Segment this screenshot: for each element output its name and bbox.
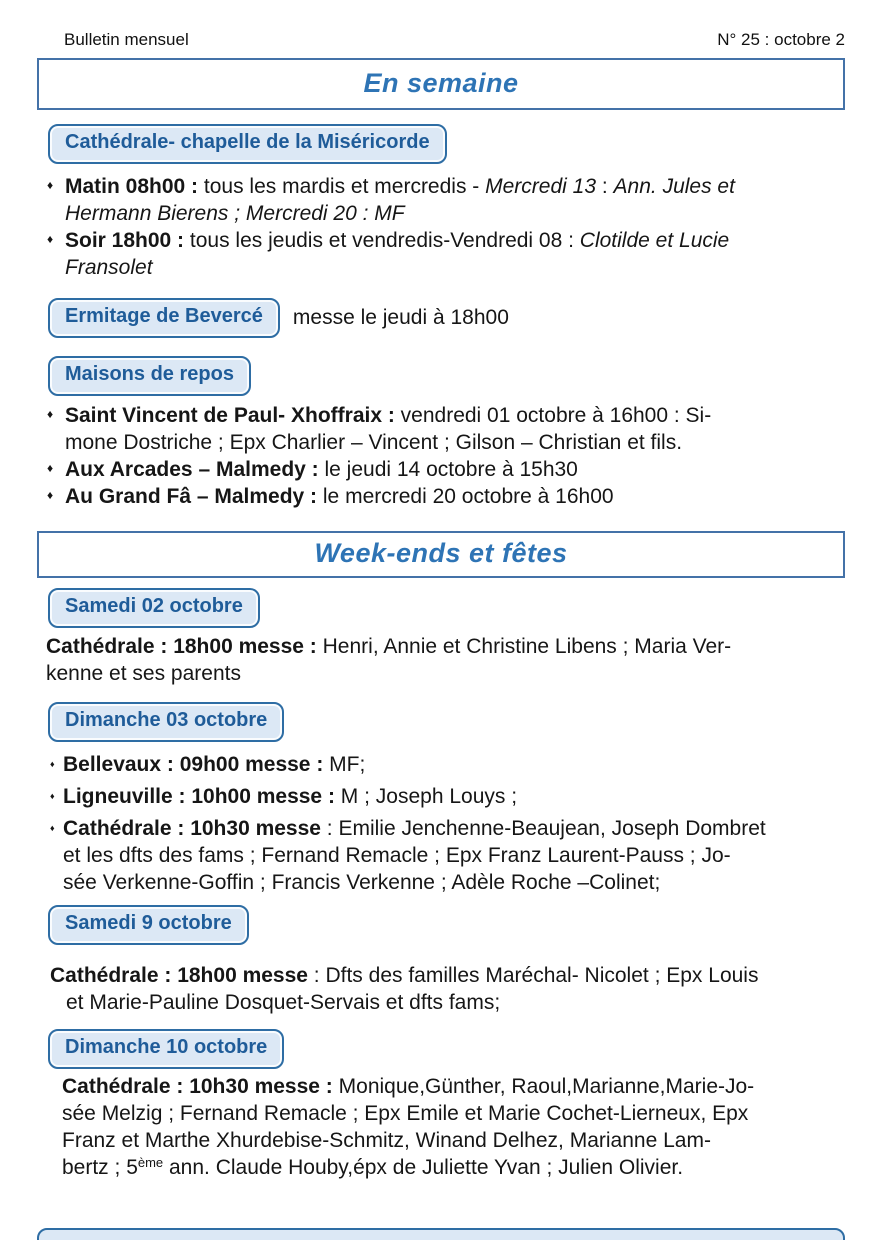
text-segment: ème bbox=[137, 1155, 164, 1170]
bullet-list bbox=[45, 402, 847, 510]
header-right-issue: N° 25 : octobre 2 bbox=[717, 30, 845, 49]
text-segment: Ann. Jules et bbox=[613, 175, 735, 198]
text-segment: le mercredi 20 octobre à 16h00 bbox=[322, 485, 614, 508]
paragraph bbox=[46, 633, 847, 687]
tag-samedi02: Samedi 02 octobre bbox=[48, 588, 260, 628]
text-segment: Cathédrale : 18h00 messe bbox=[50, 964, 308, 987]
tag-samedi9: Samedi 9 octobre bbox=[48, 905, 249, 945]
text-segment: sée Verkenne-Goffin ; Francis Verkenne ; Adèle Roche –Colinet; bbox=[63, 871, 661, 894]
text-line bbox=[46, 633, 847, 660]
bullet-diamond-icon: ♦ bbox=[50, 791, 55, 801]
bullet-item bbox=[45, 227, 847, 281]
text-segment: sée Melzig ; Fernand Remacle ; Epx Emile et Marie Cochet-Lierneux, Epx bbox=[62, 1102, 749, 1125]
page-header bbox=[64, 0, 845, 50]
banner-title: En semaine bbox=[363, 68, 519, 98]
banner-en-semaine bbox=[37, 58, 845, 110]
text-segment: Mercredi 13 bbox=[485, 175, 597, 198]
bullet-diamond-icon: ♦ bbox=[47, 178, 54, 192]
text-segment: tous les jeudis et vendredis-Vendredi 08 : bbox=[189, 229, 580, 252]
text-segment: Ligneuville : 10h00 messe : bbox=[63, 785, 341, 808]
cutoff-section-box bbox=[37, 1228, 845, 1240]
row-dim03 bbox=[48, 702, 845, 742]
tag-ermitage: Ermitage de Bevercé bbox=[48, 298, 280, 338]
text-segment: Cathédrale : 18h00 messe : bbox=[46, 635, 323, 658]
bullet-item bbox=[45, 173, 847, 227]
bullet-list bbox=[50, 751, 847, 896]
text-line bbox=[65, 227, 847, 254]
bullet-diamond-icon: ♦ bbox=[47, 488, 54, 502]
text-line bbox=[65, 429, 847, 456]
text-line bbox=[63, 869, 847, 896]
text-segment: bertz ; 5 bbox=[62, 1156, 138, 1179]
page-body bbox=[0, 58, 877, 1183]
text-segment: Cathédrale : 10h30 messe : bbox=[62, 1075, 339, 1098]
tag-maisons-repos: Maisons de repos bbox=[48, 356, 251, 396]
row-maisons-repos bbox=[48, 356, 845, 396]
text-segment: ann. Claude Houby,épx de Juliette Yvan ; Julien Olivier. bbox=[163, 1156, 684, 1179]
text-segment: vendredi 01 octobre à 16h00 : Si- bbox=[400, 404, 712, 427]
text-segment: M ; Joseph Louys ; bbox=[340, 785, 518, 808]
text-segment: Franz et Marthe Xhurdebise-Schmitz, Winand Delhez, Marianne Lam- bbox=[62, 1129, 711, 1152]
paragraph bbox=[62, 1073, 847, 1183]
text-line bbox=[65, 483, 847, 510]
tag-dim10: Dimanche 10 octobre bbox=[48, 1029, 284, 1069]
paragraph bbox=[50, 962, 847, 1016]
text-line bbox=[65, 456, 847, 483]
bullet-diamond-icon: ♦ bbox=[47, 407, 54, 421]
text-segment: : Emilie Jenchenne-Beaujean, Joseph Dombret bbox=[320, 817, 766, 840]
text-line bbox=[63, 842, 847, 869]
bullet-item bbox=[45, 483, 847, 510]
text-segment: mone Dostriche ; Epx Charlier – Vincent ; Gilson – Christian et fils. bbox=[65, 431, 683, 454]
header-left-title: Bulletin mensuel bbox=[64, 30, 189, 49]
text-line bbox=[63, 815, 847, 842]
text-segment: et les dfts des fams ; Fernand Remacle ; Epx Franz Laurent-Pauss ; Jo- bbox=[63, 844, 731, 867]
row-cathedrale-chapelle bbox=[48, 124, 845, 164]
text-line bbox=[62, 1154, 847, 1183]
bullet-diamond-icon: ♦ bbox=[50, 823, 55, 833]
text-segment: Clotilde et Lucie bbox=[579, 229, 730, 252]
banner-weekends bbox=[37, 531, 845, 578]
text-line bbox=[46, 660, 847, 687]
text-line bbox=[66, 989, 847, 1016]
text-line bbox=[63, 751, 847, 778]
text-segment: : bbox=[596, 175, 614, 198]
bullet-list bbox=[45, 173, 847, 281]
bullet-item bbox=[50, 751, 847, 778]
tag-cathedrale-chapelle: Cathédrale- chapelle de la Miséricorde bbox=[48, 124, 447, 164]
text-segment: : Dfts des familles Maréchal- Nicolet ; Epx Louis bbox=[307, 964, 759, 987]
text-segment: Cathédrale : 10h30 messe bbox=[63, 817, 321, 840]
text-segment: tous les mardis et mercredis - bbox=[203, 175, 486, 198]
text-segment: Bellevaux : 09h00 messe : bbox=[63, 753, 330, 776]
bullet-item bbox=[50, 783, 847, 810]
text-segment: le jeudi 14 octobre à 15h30 bbox=[324, 458, 578, 481]
text-segment: Hermann Bierens ; Mercredi 20 : MF bbox=[65, 202, 405, 225]
tag-dim03: Dimanche 03 octobre bbox=[48, 702, 284, 742]
text-segment: Matin 08h00 : bbox=[65, 175, 204, 198]
bullet-diamond-icon: ♦ bbox=[47, 232, 54, 246]
bullet-item bbox=[45, 456, 847, 483]
text-line bbox=[65, 402, 847, 429]
bullet-diamond-icon: ♦ bbox=[47, 461, 54, 475]
text-segment: MF; bbox=[329, 753, 366, 776]
text-segment: Soir 18h00 : bbox=[65, 229, 190, 252]
text-segment: Au Grand Fâ – Malmedy : bbox=[65, 485, 323, 508]
text-line bbox=[65, 254, 847, 281]
text-line bbox=[62, 1127, 847, 1154]
text-line bbox=[65, 200, 847, 227]
text-line bbox=[65, 173, 847, 200]
text-segment: Monique,Günther, Raoul,Marianne,Marie-Jo- bbox=[338, 1075, 755, 1098]
tag-after-text: messe le jeudi à 18h00 bbox=[292, 306, 509, 329]
row-ermitage bbox=[48, 298, 845, 338]
bullet-diamond-icon: ♦ bbox=[50, 759, 55, 769]
row-samedi9 bbox=[48, 905, 845, 945]
text-segment: Fransolet bbox=[65, 256, 153, 279]
text-segment: Aux Arcades – Malmedy : bbox=[65, 458, 325, 481]
text-segment: kenne et ses parents bbox=[46, 662, 241, 685]
banner-title: Week-ends et fêtes bbox=[314, 538, 568, 568]
text-line bbox=[62, 1100, 847, 1127]
text-segment: et Marie-Pauline Dosquet-Servais et dfts fams; bbox=[66, 991, 501, 1014]
text-line bbox=[62, 1073, 847, 1100]
row-dim10 bbox=[48, 1029, 845, 1069]
text-segment: Saint Vincent de Paul- Xhoffraix : bbox=[65, 404, 401, 427]
text-line bbox=[63, 783, 847, 810]
bullet-item bbox=[50, 815, 847, 896]
text-segment: Henri, Annie et Christine Libens ; Maria Ver- bbox=[322, 635, 732, 658]
row-samedi02 bbox=[48, 588, 845, 628]
text-line bbox=[50, 962, 847, 989]
bullet-item bbox=[45, 402, 847, 456]
